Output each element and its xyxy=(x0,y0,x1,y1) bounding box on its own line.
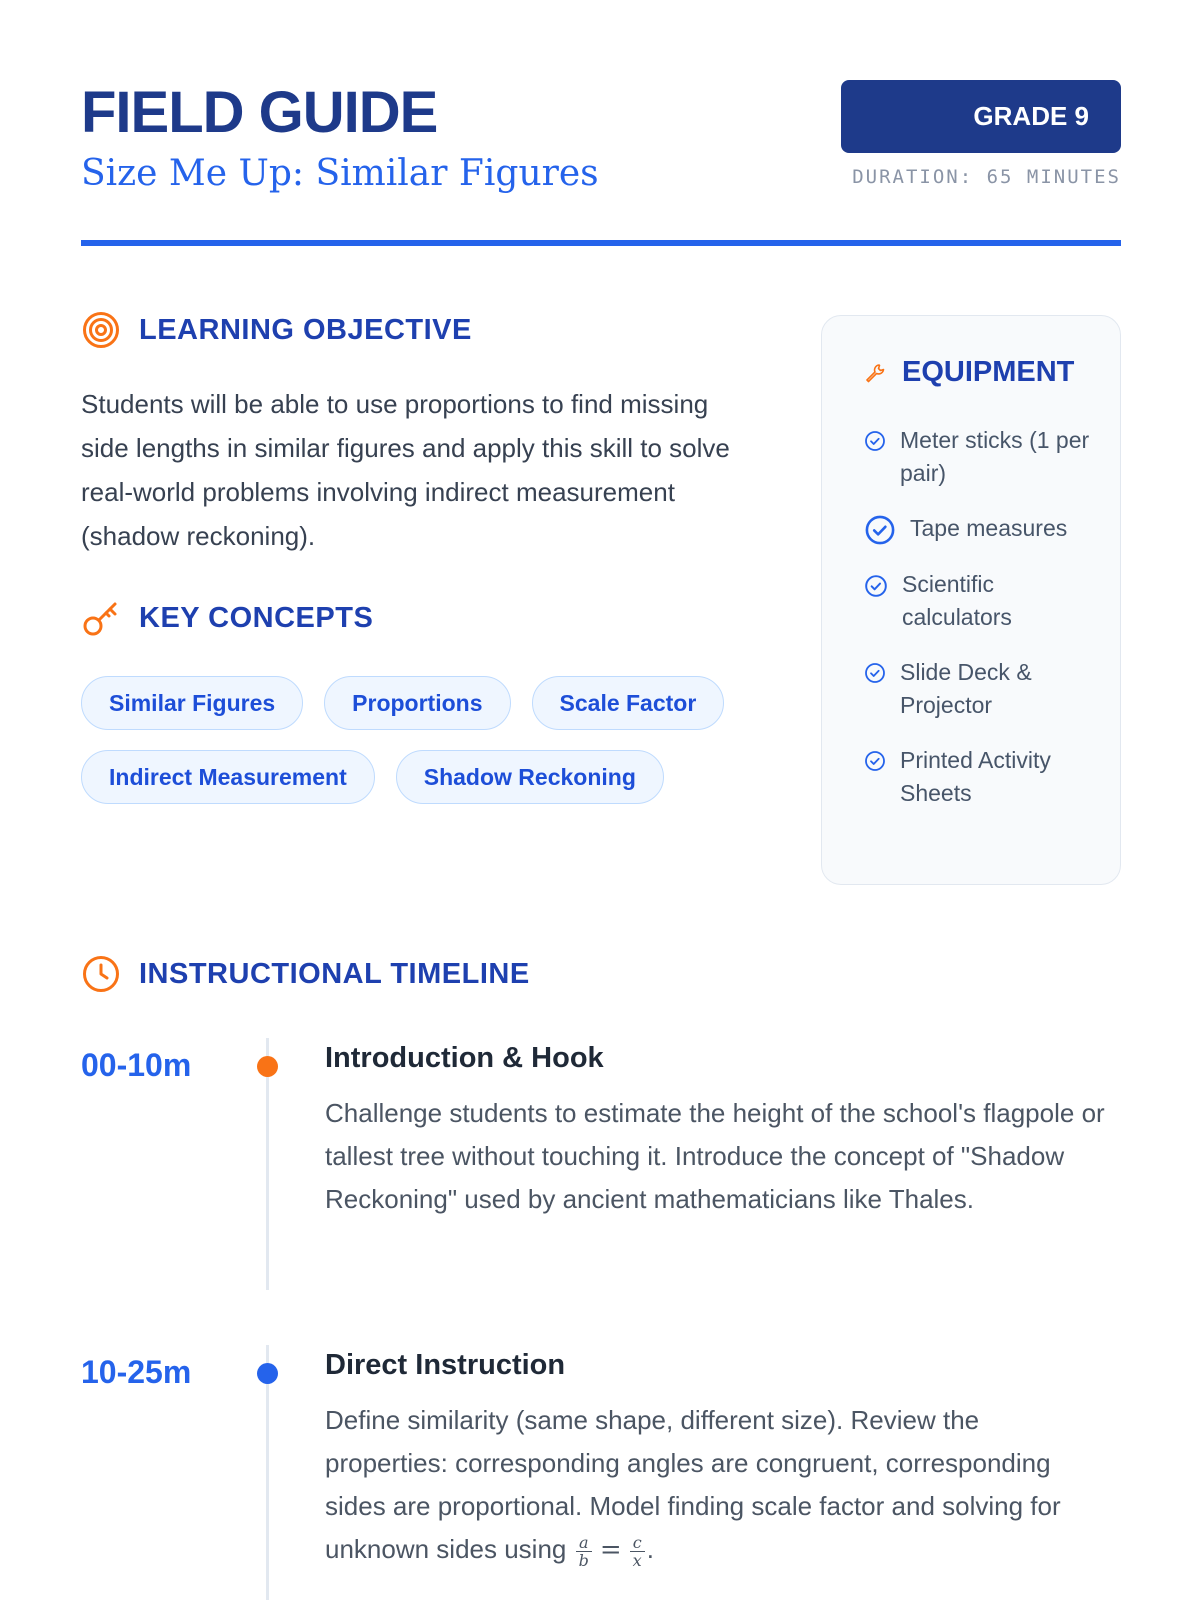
equipment-item-label: Slide Deck & Projector xyxy=(900,659,1032,718)
objective-heading-label: LEARNING OBJECTIVE xyxy=(139,313,472,346)
equipment-item xyxy=(864,568,1094,634)
timeline-heading xyxy=(81,954,530,994)
timeline-time: 00-10m xyxy=(81,1047,192,1083)
duration-label: DURATION: 65 MINUTES xyxy=(852,166,1121,188)
concepts-heading xyxy=(81,598,373,638)
equipment-heading xyxy=(864,356,1074,389)
equipment-item-label: Printed Activity Sheets xyxy=(900,747,1051,806)
concept-chip: Proportions xyxy=(324,676,510,730)
timeline-step-title: Introduction & Hook xyxy=(325,1042,604,1074)
field-guide-page xyxy=(81,0,1121,1600)
equipment-item-label: Scientific calculators xyxy=(902,571,1012,630)
fraction-numerator: c xyxy=(630,1534,645,1552)
timeline-heading-label: INSTRUCTIONAL TIMELINE xyxy=(139,957,530,990)
fraction-denominator: b xyxy=(578,1550,589,1570)
key-icon xyxy=(81,598,121,638)
page-title: FIELD GUIDE xyxy=(81,80,438,145)
fraction-numerator: a xyxy=(576,1534,592,1552)
timeline-step-description-text: Define similarity (same shape, different size). Review the properties: corresponding angles are congruent, corresponding sides are proportional. Model finding scale factor and solving for unknown sides using xyxy=(325,1405,1061,1564)
concept-chip: Similar Figures xyxy=(81,676,303,730)
clock-icon xyxy=(81,954,121,994)
equipment-item xyxy=(864,512,1094,546)
wrench-icon xyxy=(864,362,886,384)
equipment-item-label: Tape measures xyxy=(910,515,1068,541)
timeline-step-description xyxy=(325,1399,1105,1572)
concept-chips xyxy=(81,676,771,804)
fraction-denominator: x xyxy=(632,1550,642,1570)
equipment-item xyxy=(864,424,1094,490)
grade-badge: GRADE 9 xyxy=(841,80,1121,153)
timeline-time: 10-25m xyxy=(81,1354,192,1390)
concept-chip: Shadow Reckoning xyxy=(396,750,664,804)
header-divider xyxy=(81,240,1121,246)
objective-text: Students will be able to use proportions to find missing side lengths in similar figures and apply this skill to solve real-world problems involving indirect measurement (shadow reckoning). xyxy=(81,389,730,551)
equipment-card xyxy=(821,315,1121,885)
timeline-dot xyxy=(257,1056,278,1077)
concepts-heading-label: KEY CONCEPTS xyxy=(139,601,374,634)
equipment-item xyxy=(864,656,1094,722)
equals-sign: = xyxy=(599,1535,622,1565)
timeline-step-title: Direct Instruction xyxy=(325,1349,566,1381)
check-circle-icon xyxy=(864,514,896,546)
formula-period: . xyxy=(646,1534,654,1564)
check-circle-icon xyxy=(864,662,886,684)
timeline-step-description: Challenge students to estimate the height of the school's flagpole or tallest tree without touching it. Introduce the concept of "Shadow Reckoning" used by ancient mathematicians like Thales. xyxy=(325,1098,1105,1214)
fraction-a-over-b xyxy=(576,1534,592,1569)
concept-chip: Scale Factor xyxy=(532,676,725,730)
equipment-list xyxy=(864,424,1094,832)
objective-heading xyxy=(81,310,472,350)
equipment-item-label: Meter sticks (1 per pair) xyxy=(900,427,1090,486)
concept-chip: Indirect Measurement xyxy=(81,750,375,804)
fraction-c-over-x xyxy=(630,1534,645,1569)
equipment-item xyxy=(864,744,1094,810)
check-circle-icon xyxy=(864,574,888,598)
equipment-heading-label: EQUIPMENT xyxy=(902,356,1075,388)
check-circle-icon xyxy=(864,750,886,772)
check-circle-icon xyxy=(864,430,886,452)
lesson-subtitle: Size Me Up: Similar Figures xyxy=(81,153,599,194)
timeline-dot xyxy=(257,1363,278,1384)
target-icon xyxy=(81,310,121,350)
